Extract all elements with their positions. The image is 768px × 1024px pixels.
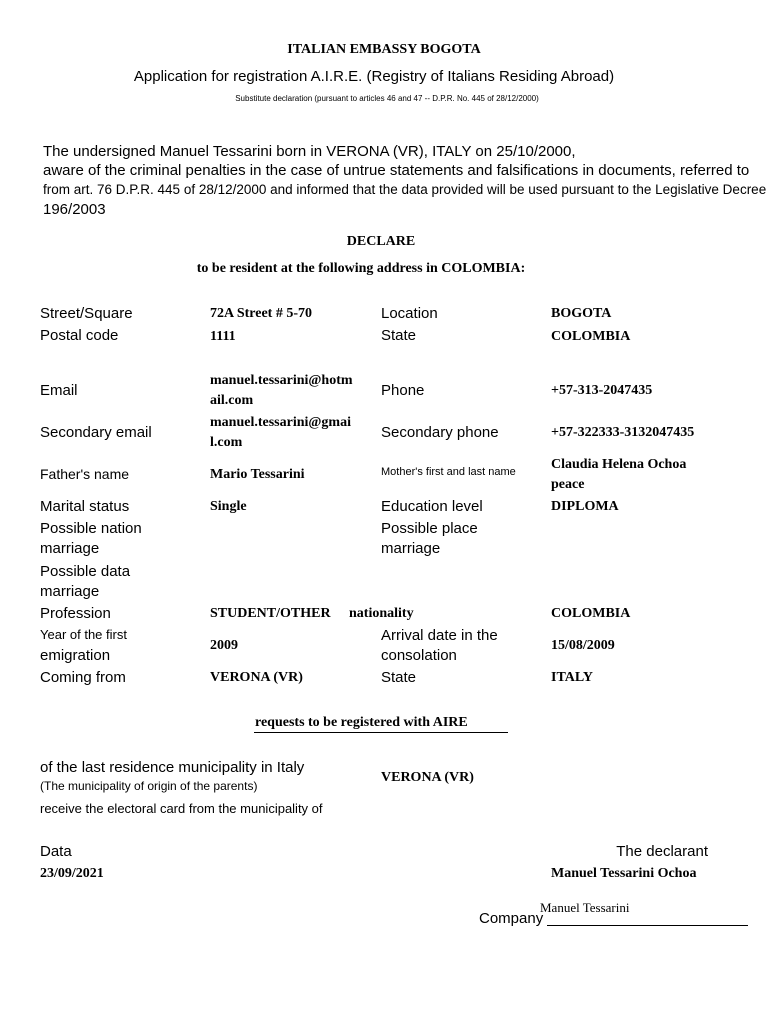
company-label: Company [479,910,544,927]
email-value-line-1: manuel.tessarini@hotm [210,373,353,388]
electoral-card-label: receive the electoral card from the municipality of [40,801,323,816]
first-emigration-label-line-1: Year of the first [40,627,127,642]
request-title: requests to be registered with AIRE [255,715,468,730]
education-level-label: Education level [381,498,483,515]
postal-code-value: 1111 [210,329,236,344]
phone-label: Phone [381,382,425,399]
coming-from-label: Coming from [40,669,126,686]
profession-value: STUDENT/OTHER [210,606,331,621]
marital-status-label: Marital status [40,498,130,515]
nation-marriage-label-line-1: Possible nation [40,520,142,537]
application-subtitle: Application for registration A.I.R.E. (Registry of Italians Residing Abroad) [133,68,615,85]
nationality-label: nationality [349,606,414,621]
location-value: BOGOTA [551,306,612,321]
street-value: 72A Street # 5-70 [210,306,312,321]
declarant-label: The declarant [616,843,708,860]
declarant-name: Manuel Tessarini Ochoa [551,866,697,881]
request-title-underline [254,732,508,733]
phone-value: +57-313-2047435 [551,383,653,398]
profession-label: Profession [40,605,111,622]
arrival-date-value: 15/08/2009 [551,638,615,653]
signature-text: Manuel Tessarini [540,900,630,915]
date-marriage-label-line-2: marriage [40,583,100,600]
arrival-date-label-line-1: Arrival date in the [381,627,498,644]
intro-line-1: The undersigned Manuel Tessarini born in VERONA (VR), ITALY on 25/10/2000, [43,143,576,160]
secondary-email-label: Secondary email [40,424,152,441]
data-label: Data [40,843,72,860]
mother-name-label: Mother's first and last name [381,466,516,478]
last-residence-value: VERONA (VR) [381,770,474,785]
email-value-line-2: ail.com [210,393,254,408]
date-value: 23/09/2021 [40,866,104,881]
marital-status-value: Single [210,499,247,514]
mother-name-value-line-2: peace [551,477,585,492]
state2-label: State [381,669,417,686]
first-emigration-value: 2009 [210,638,238,653]
embassy-title: ITALIAN EMBASSY BOGOTA [287,42,481,57]
place-marriage-label-line-2: marriage [381,540,441,557]
intro-line-4: 196/2003 [43,201,106,218]
intro-line-3: from art. 76 D.P.R. 445 of 28/12/2000 and informed that the data provided will be used pursuant to the Legislative Decree [43,182,767,197]
parents-origin-note: (The municipality of origin of the parents) [40,779,258,793]
state-label: State [381,327,417,344]
father-name-value: Mario Tessarini [210,467,305,482]
secondary-email-value-line-2: l.com [210,435,243,450]
declare-title: DECLARE [346,234,416,249]
state-value: COLOMBIA [551,329,631,344]
mother-name-value-line-1: Claudia Helena Ochoa [551,457,687,472]
father-name-label: Father's name [40,466,130,482]
state2-value: ITALY [551,670,594,685]
first-emigration-label-line-2: emigration [40,647,111,664]
signature-line [547,925,748,926]
place-marriage-label-line-1: Possible place [381,520,478,537]
date-marriage-label-line-1: Possible data [40,563,131,580]
secondary-phone-label: Secondary phone [381,424,499,441]
intro-line-2: aware of the criminal penalties in the case of untrue statements and falsifications in documents, referred to [43,162,750,179]
last-residence-label: of the last residence municipality in Italy [40,759,305,776]
education-level-value: DIPLOMA [551,499,619,514]
secondary-phone-value: +57-322333-3132047435 [551,425,695,440]
email-label: Email [40,382,78,399]
arrival-date-label-line-2: consolation [381,647,457,664]
street-label: Street/Square [40,305,133,322]
declare-subtitle: to be resident at the following address in COLOMBIA: [196,261,526,276]
postal-code-label: Postal code [40,327,119,344]
secondary-email-value-line-1: manuel.tessarini@gmai [210,415,351,430]
nation-marriage-label-line-2: marriage [40,540,100,557]
nationality-value: COLOMBIA [551,606,631,621]
location-label: Location [381,305,438,322]
coming-from-value: VERONA (VR) [210,670,303,685]
substitute-declaration-note: Substitute declaration (pursuant to articles 46 and 47 -- D.P.R. No. 445 of 28/12/2000) [235,94,539,103]
